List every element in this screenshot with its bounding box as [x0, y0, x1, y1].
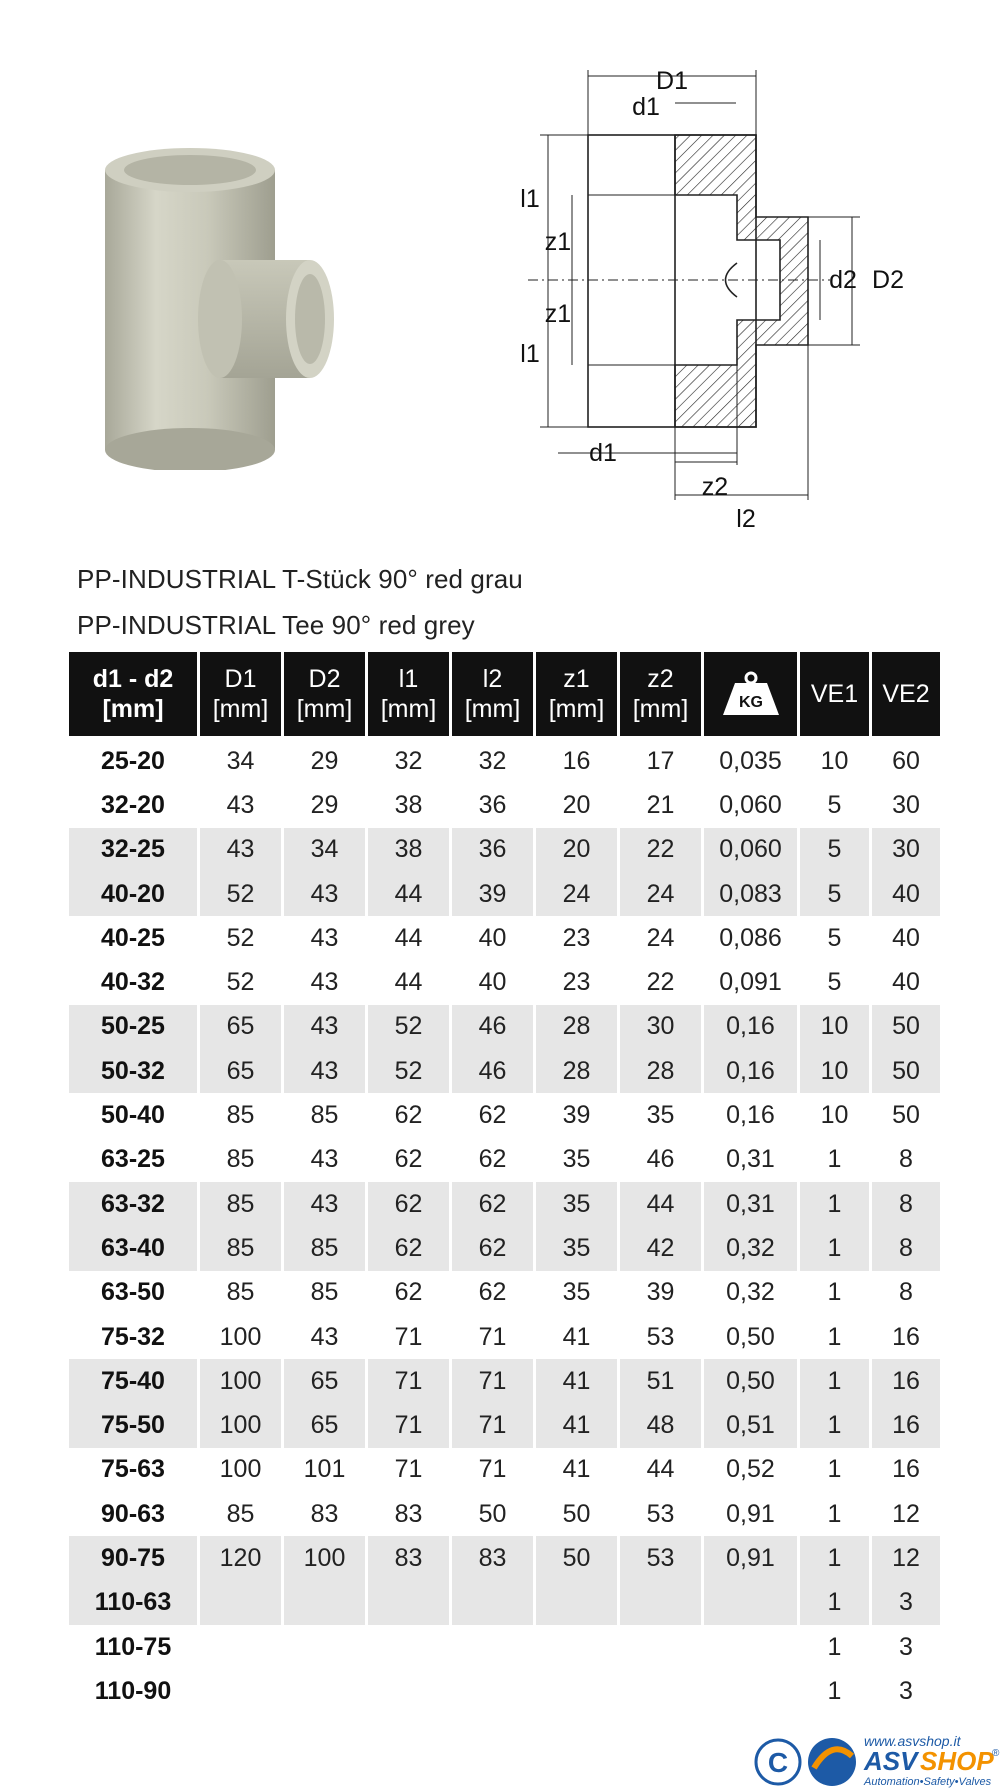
cell-VE1: 1 — [800, 1403, 869, 1447]
table-row — [69, 828, 940, 872]
cell-z2: 21 — [646, 790, 675, 819]
cell-D1: 85 — [226, 1278, 255, 1307]
table-row — [69, 783, 940, 827]
cell-d1-d2: 90-75 — [69, 1536, 197, 1580]
cell-l1: 62 — [368, 1226, 449, 1270]
cell-VE2: 8 — [872, 1226, 940, 1270]
cell-VE1: 1 — [800, 1359, 869, 1403]
cell-l2: 46 — [452, 1049, 533, 1093]
cell-l2: 71 — [478, 1455, 507, 1484]
cell-VE2: 50 — [872, 1005, 940, 1049]
cell-z2 — [620, 1581, 701, 1625]
header-d1-d2: d1 - d2 [mm] — [69, 652, 197, 736]
table-row — [69, 960, 940, 1004]
header-l2: l2 [mm] — [452, 652, 533, 736]
cell-l2: 62 — [478, 1101, 507, 1130]
cell-VE1: 1 — [827, 1322, 842, 1351]
cell-VE1: 1 — [827, 1145, 842, 1174]
cell-z1: 50 — [536, 1536, 617, 1580]
table-row — [69, 1226, 940, 1270]
table-row — [69, 736, 940, 783]
drawing-label-l1-top: l1 — [520, 185, 540, 213]
asv-shop-logo — [752, 1728, 1000, 1790]
header-weight — [704, 652, 797, 736]
cell-weight — [704, 1581, 797, 1625]
cell-D1: 85 — [200, 1226, 281, 1270]
cell-VE1: 1 — [800, 1536, 869, 1580]
cell-l1: 32 — [394, 746, 423, 775]
cell-D2: 85 — [284, 1226, 365, 1270]
cell-z1: 20 — [536, 828, 617, 872]
cell-l2: 71 — [452, 1359, 533, 1403]
cell-VE1: 1 — [827, 1676, 842, 1705]
table-row — [69, 1625, 940, 1669]
cell-z2: 35 — [646, 1101, 675, 1130]
table-row — [69, 1049, 940, 1093]
cell-D1: 100 — [219, 1455, 262, 1484]
cell-VE2: 12 — [892, 1499, 920, 1528]
cell-l1: 62 — [368, 1182, 449, 1226]
cell-l2: 62 — [478, 1278, 507, 1307]
cell-z1: 41 — [536, 1403, 617, 1447]
cell-d1-d2: 63-40 — [69, 1226, 197, 1270]
weight-kg-icon — [719, 671, 783, 717]
cell-d1-d2: 32-25 — [69, 828, 197, 872]
cell-weight: 0,51 — [704, 1403, 797, 1447]
cell-z2: 22 — [620, 828, 701, 872]
cell-D1: 85 — [200, 1182, 281, 1226]
cell-l1: 83 — [394, 1499, 423, 1528]
cell-weight: 0,50 — [704, 1359, 797, 1403]
cell-weight — [704, 1669, 797, 1713]
technical-drawing — [500, 65, 920, 545]
cell-l2: 62 — [452, 1182, 533, 1226]
cell-D2: 43 — [310, 923, 339, 952]
cell-l2: 83 — [452, 1536, 533, 1580]
cell-l2: 71 — [478, 1322, 507, 1351]
cell-z1: 16 — [562, 746, 591, 775]
cell-D1: 43 — [226, 790, 255, 819]
product-title-en: PP-INDUSTRIAL Tee 90° red grey — [77, 610, 475, 640]
drawing-label-z1-bottom: z1 — [544, 300, 572, 328]
cell-VE1: 1 — [827, 1278, 842, 1307]
cell-z1: 41 — [536, 1359, 617, 1403]
cell-l2: 71 — [452, 1403, 533, 1447]
cell-D1: 100 — [200, 1403, 281, 1447]
cell-D2: 85 — [310, 1101, 339, 1130]
cell-l1 — [368, 1625, 449, 1669]
cell-l2: 36 — [452, 828, 533, 872]
cell-l1: 38 — [368, 828, 449, 872]
cell-D1: 85 — [226, 1145, 255, 1174]
cell-z1: 35 — [562, 1145, 591, 1174]
cell-D1: 100 — [219, 1322, 262, 1351]
cell-VE1: 1 — [827, 1632, 842, 1661]
cell-l1: 52 — [368, 1005, 449, 1049]
table-row — [69, 1138, 940, 1182]
header-l1: l1 [mm] — [368, 652, 449, 736]
cell-D2: 83 — [310, 1499, 339, 1528]
cell-D2: 43 — [284, 872, 365, 916]
cell-d1-d2: 63-25 — [101, 1145, 165, 1174]
cell-D1 — [200, 1669, 281, 1713]
cell-z1: 41 — [562, 1455, 591, 1484]
cell-weight: 0,083 — [704, 872, 797, 916]
svg-text:KG: KG — [738, 694, 763, 711]
cell-z1: 24 — [536, 872, 617, 916]
cell-D2: 43 — [284, 1049, 365, 1093]
cell-l1: 83 — [368, 1536, 449, 1580]
cell-z1: 41 — [562, 1322, 591, 1351]
cell-d1-d2: 63-32 — [69, 1182, 197, 1226]
cell-VE2: 8 — [872, 1182, 940, 1226]
footer-brand-b: SHOP — [920, 1746, 994, 1776]
cell-l1: 38 — [394, 790, 423, 819]
cell-z2: 44 — [646, 1455, 675, 1484]
cell-l2 — [452, 1581, 533, 1625]
cell-weight: 0,31 — [704, 1182, 797, 1226]
cell-d1-d2: 40-32 — [101, 968, 165, 997]
cell-weight: 0,060 — [719, 790, 782, 819]
cell-weight: 0,91 — [704, 1536, 797, 1580]
table-row — [69, 1669, 940, 1713]
cell-weight: 0,060 — [704, 828, 797, 872]
cell-l1: 44 — [368, 872, 449, 916]
cell-D2: 29 — [310, 790, 339, 819]
table-row — [69, 872, 940, 916]
cell-z2 — [620, 1625, 701, 1669]
cell-D1: 120 — [200, 1536, 281, 1580]
cell-l2: 50 — [478, 1499, 507, 1528]
cell-D1: 52 — [226, 923, 255, 952]
cell-l1: 62 — [394, 1145, 423, 1174]
table-header-row — [69, 652, 940, 736]
cell-VE1: 5 — [827, 923, 842, 952]
table-row — [69, 1492, 940, 1536]
cell-VE1: 5 — [800, 872, 869, 916]
cell-weight: 0,086 — [719, 923, 782, 952]
cell-l2: 46 — [452, 1005, 533, 1049]
cell-weight: 0,16 — [704, 1049, 797, 1093]
header-z1: z1 [mm] — [536, 652, 617, 736]
table-row — [69, 1005, 940, 1049]
cell-z2: 53 — [646, 1322, 675, 1351]
cell-d1-d2: 40-25 — [101, 923, 165, 952]
cell-D2: 65 — [284, 1403, 365, 1447]
cell-weight: 0,50 — [726, 1322, 775, 1351]
cell-VE1: 10 — [820, 1101, 849, 1130]
cell-d1-d2: 50-40 — [101, 1101, 165, 1130]
cell-l2: 36 — [478, 790, 507, 819]
product-image — [95, 140, 355, 470]
cell-l1: 71 — [368, 1359, 449, 1403]
cell-D2 — [284, 1625, 365, 1669]
cell-z2: 22 — [646, 968, 675, 997]
cell-d1-d2: 25-20 — [101, 746, 165, 775]
cell-D1 — [200, 1581, 281, 1625]
cell-z2: 28 — [620, 1049, 701, 1093]
cell-VE2: 50 — [892, 1101, 920, 1130]
header-VE1: VE1 — [800, 652, 869, 736]
header-VE2: VE2 — [872, 652, 940, 736]
cell-z2: 17 — [646, 746, 675, 775]
cell-z2: 53 — [620, 1536, 701, 1580]
cell-weight: 0,035 — [719, 746, 782, 775]
header-D1: D1 [mm] — [200, 652, 281, 736]
table-row — [69, 1315, 940, 1359]
cell-weight: 0,91 — [726, 1499, 775, 1528]
cell-weight: 0,16 — [704, 1005, 797, 1049]
cell-D2: 43 — [284, 1182, 365, 1226]
cell-VE1: 10 — [820, 746, 849, 775]
cell-VE2: 3 — [872, 1581, 940, 1625]
cell-z2: 51 — [620, 1359, 701, 1403]
header-D2: D2 [mm] — [284, 652, 365, 736]
cell-weight: 0,16 — [726, 1101, 775, 1130]
cell-z2: 24 — [646, 923, 675, 952]
cell-D1: 100 — [200, 1359, 281, 1403]
cell-z1: 28 — [536, 1049, 617, 1093]
cell-weight — [704, 1625, 797, 1669]
cell-l1 — [368, 1669, 449, 1713]
cell-D2: 43 — [310, 968, 339, 997]
cell-D1: 65 — [200, 1049, 281, 1093]
cell-d1-d2: 75-50 — [69, 1403, 197, 1447]
cell-l2: 32 — [478, 746, 507, 775]
cell-d1-d2: 50-32 — [69, 1049, 197, 1093]
drawing-label-d1-bottom: d1 — [589, 439, 617, 467]
cell-d1-d2: 32-20 — [101, 790, 165, 819]
drawing-label-z1-top: z1 — [544, 228, 572, 256]
cell-D2: 100 — [284, 1536, 365, 1580]
cell-d1-d2: 110-75 — [94, 1632, 172, 1661]
table-body — [69, 736, 940, 1714]
cell-VE2: 40 — [872, 872, 940, 916]
cell-z2: 46 — [646, 1145, 675, 1174]
footer-registered: ® — [992, 1748, 1000, 1759]
cell-d1-d2: 90-63 — [101, 1499, 165, 1528]
table-row — [69, 1359, 940, 1403]
cell-D1: 85 — [226, 1499, 255, 1528]
cell-z1 — [536, 1581, 617, 1625]
cell-VE1: 1 — [800, 1226, 869, 1270]
cell-D1: 43 — [200, 828, 281, 872]
cell-z1: 35 — [562, 1278, 591, 1307]
cell-D2: 85 — [310, 1278, 339, 1307]
cell-D2: 101 — [303, 1455, 346, 1484]
table-row — [69, 1581, 940, 1625]
cell-D1: 34 — [226, 746, 255, 775]
cell-D2: 34 — [284, 828, 365, 872]
cell-l1: 44 — [394, 923, 423, 952]
cell-VE2: 30 — [892, 790, 920, 819]
cell-z2: 39 — [646, 1278, 675, 1307]
cell-z1: 35 — [536, 1182, 617, 1226]
table-row — [69, 1182, 940, 1226]
cell-VE2: 16 — [872, 1403, 940, 1447]
cell-l1: 62 — [394, 1278, 423, 1307]
drawing-label-D2: D2 — [872, 266, 904, 294]
cell-z2: 30 — [620, 1005, 701, 1049]
cell-z1: 20 — [562, 790, 591, 819]
cell-weight: 0,31 — [726, 1145, 775, 1174]
svg-text:C: C — [767, 1747, 789, 1778]
drawing-label-d2: d2 — [829, 266, 857, 294]
cell-D2: 65 — [284, 1359, 365, 1403]
spec-table — [66, 652, 943, 1714]
table-row — [69, 1093, 940, 1137]
cell-z1: 50 — [562, 1499, 591, 1528]
cell-D1: 65 — [200, 1005, 281, 1049]
cell-l1: 44 — [394, 968, 423, 997]
cell-weight: 0,091 — [719, 968, 782, 997]
cell-D2: 43 — [310, 1145, 339, 1174]
cell-VE2: 8 — [899, 1278, 913, 1307]
cell-l2: 40 — [478, 968, 507, 997]
cell-VE2: 40 — [892, 923, 920, 952]
cell-VE1: 1 — [800, 1581, 869, 1625]
cell-VE1: 5 — [827, 790, 842, 819]
cell-VE2: 16 — [892, 1322, 920, 1351]
cell-VE2: 3 — [899, 1676, 913, 1705]
cell-D1: 85 — [226, 1101, 255, 1130]
cell-D2: 43 — [284, 1005, 365, 1049]
table-row — [69, 1448, 940, 1492]
drawing-label-D1: D1 — [656, 67, 688, 95]
cell-VE1: 5 — [827, 968, 842, 997]
cell-z1: 39 — [562, 1101, 591, 1130]
cell-weight: 0,32 — [704, 1226, 797, 1270]
cell-D2 — [284, 1669, 365, 1713]
cell-D2: 43 — [310, 1322, 339, 1351]
cell-VE2: 3 — [899, 1632, 913, 1661]
table-row — [69, 916, 940, 960]
cell-z2: 44 — [620, 1182, 701, 1226]
cell-z1: 35 — [536, 1226, 617, 1270]
cell-D1 — [200, 1625, 281, 1669]
cell-d1-d2: 110-90 — [94, 1676, 172, 1705]
drawing-label-d1-top: d1 — [632, 93, 660, 121]
table-row — [69, 1271, 940, 1315]
cell-l2: 39 — [452, 872, 533, 916]
cell-VE1: 5 — [800, 828, 869, 872]
cell-l2: 62 — [478, 1145, 507, 1174]
cell-z1: 23 — [562, 968, 591, 997]
cell-l1: 62 — [394, 1101, 423, 1130]
cell-D1: 52 — [226, 968, 255, 997]
cell-VE1: 1 — [827, 1455, 842, 1484]
cell-z1: 28 — [536, 1005, 617, 1049]
cell-z2 — [620, 1669, 701, 1713]
cell-z2: 53 — [646, 1499, 675, 1528]
cell-weight: 0,52 — [726, 1455, 775, 1484]
cell-z2: 24 — [620, 872, 701, 916]
cell-VE2: 12 — [872, 1536, 940, 1580]
cell-weight: 0,32 — [726, 1278, 775, 1307]
table-row — [69, 1536, 940, 1580]
cell-l2 — [452, 1625, 533, 1669]
cell-VE2: 30 — [872, 828, 940, 872]
cell-z1 — [536, 1625, 617, 1669]
cell-VE1: 10 — [800, 1049, 869, 1093]
cell-d1-d2: 40-20 — [69, 872, 197, 916]
cell-l2: 62 — [452, 1226, 533, 1270]
cell-VE2: 50 — [872, 1049, 940, 1093]
cell-D1: 52 — [200, 872, 281, 916]
cell-z2: 42 — [620, 1226, 701, 1270]
drawing-label-l1-bottom: l1 — [520, 340, 540, 368]
cell-l1: 71 — [394, 1455, 423, 1484]
cell-VE2: 40 — [892, 968, 920, 997]
cell-z1: 23 — [562, 923, 591, 952]
cell-z2: 48 — [620, 1403, 701, 1447]
header-z2: z2 [mm] — [620, 652, 701, 736]
drawing-label-z2: z2 — [701, 473, 729, 501]
cell-VE1: 10 — [800, 1005, 869, 1049]
cell-D2: 29 — [310, 746, 339, 775]
cell-l1: 71 — [368, 1403, 449, 1447]
cell-VE1: 1 — [800, 1182, 869, 1226]
cell-l1 — [368, 1581, 449, 1625]
table-row — [69, 1403, 940, 1447]
product-title-de: PP-INDUSTRIAL T-Stück 90° red grau — [77, 564, 523, 594]
footer-url: www.asvshop.it — [864, 1733, 961, 1749]
cell-VE1: 1 — [827, 1499, 842, 1528]
cell-z1 — [536, 1669, 617, 1713]
cell-l1: 71 — [394, 1322, 423, 1351]
cell-VE2: 60 — [892, 746, 920, 775]
cell-l1: 52 — [368, 1049, 449, 1093]
cell-d1-d2: 75-63 — [101, 1455, 165, 1484]
cell-d1-d2: 50-25 — [69, 1005, 197, 1049]
cell-d1-d2: 110-63 — [69, 1581, 197, 1625]
cell-VE2: 16 — [892, 1455, 920, 1484]
footer-tagline: Automation•Safety•Valves — [864, 1776, 992, 1788]
cell-l2 — [452, 1669, 533, 1713]
cell-d1-d2: 75-40 — [69, 1359, 197, 1403]
cell-VE2: 16 — [872, 1359, 940, 1403]
cell-d1-d2: 75-32 — [101, 1322, 165, 1351]
cell-D2 — [284, 1581, 365, 1625]
cell-d1-d2: 63-50 — [101, 1278, 165, 1307]
cell-VE2: 8 — [899, 1145, 913, 1174]
footer-brand-a: ASV — [864, 1746, 918, 1776]
cell-l2: 40 — [478, 923, 507, 952]
drawing-label-l2: l2 — [736, 505, 756, 533]
